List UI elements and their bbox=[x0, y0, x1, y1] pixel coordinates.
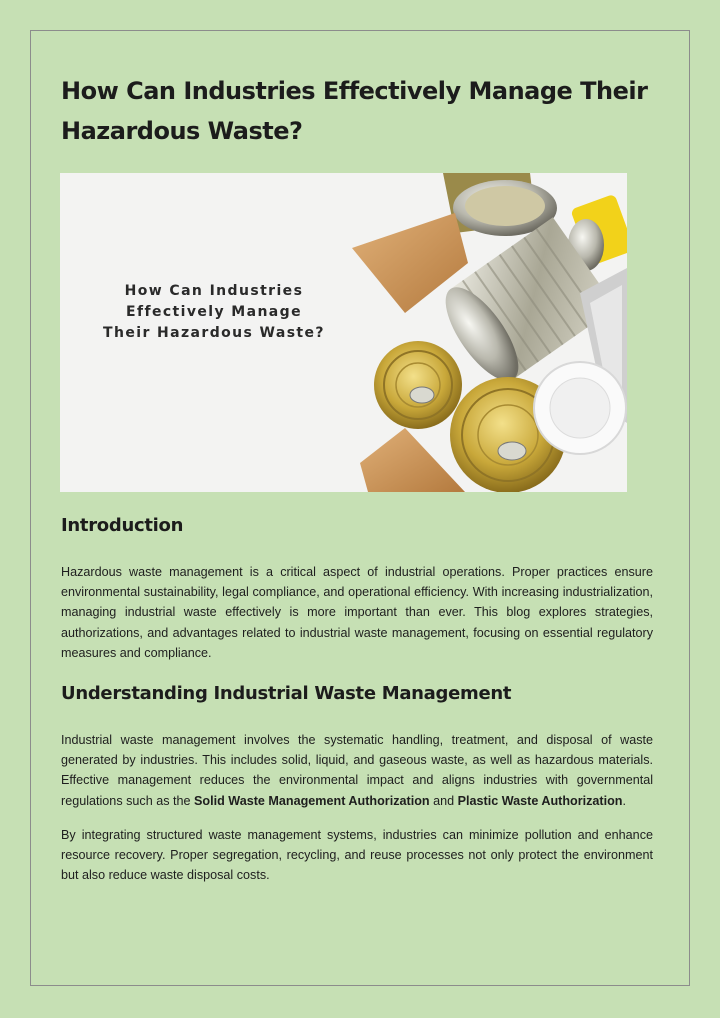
hero-line: Their Hazardous Waste? bbox=[103, 325, 325, 341]
document-page bbox=[30, 30, 690, 986]
hero-line: How Can Industries bbox=[124, 283, 304, 299]
paragraph-text: Industrial waste management involves the systematic handling, treatment, and disposal of waste generated by industries. This includes solid, liquid, and gaseous waste, as well as hazardous materials. Effective management reduces the environmental impact and aligns industries with governmental regulations such as the bbox=[61, 733, 653, 808]
solid-waste-authorization-term: Solid Waste Management Authorization bbox=[194, 793, 430, 808]
plastic-waste-authorization-term: Plastic Waste Authorization bbox=[457, 793, 623, 808]
intro-paragraph: Hazardous waste management is a critical aspect of industrial operations. Proper practices ensure environmental sustainability, legal compliance, and operational efficiency. With increasing industrialization, managing industrial waste effectively is more important than ever. This blog explores strategies, authorizations, and advantages related to industrial waste management, focusing on essential regulatory measures and compliance. bbox=[61, 565, 653, 660]
page-title: How Can Industries Effectively Manage Their Hazardous Waste? bbox=[61, 77, 648, 145]
hero-caption bbox=[80, 281, 348, 344]
paragraph-text: and bbox=[429, 793, 458, 808]
section-heading-introduction: Introduction bbox=[61, 515, 184, 536]
hero-line: Effectively Manage bbox=[126, 304, 302, 320]
paragraph-text: . bbox=[622, 793, 626, 808]
section-heading-understanding: Understanding Industrial Waste Management bbox=[61, 683, 512, 704]
hero-image bbox=[60, 173, 627, 492]
understanding-paragraph bbox=[61, 730, 653, 811]
integration-paragraph: By integrating structured waste management systems, industries can minimize pollution and enhance resource recovery. Proper segregation, recycling, and reuse processes not only protect the environment but also reduce waste disposal costs. bbox=[61, 828, 653, 883]
